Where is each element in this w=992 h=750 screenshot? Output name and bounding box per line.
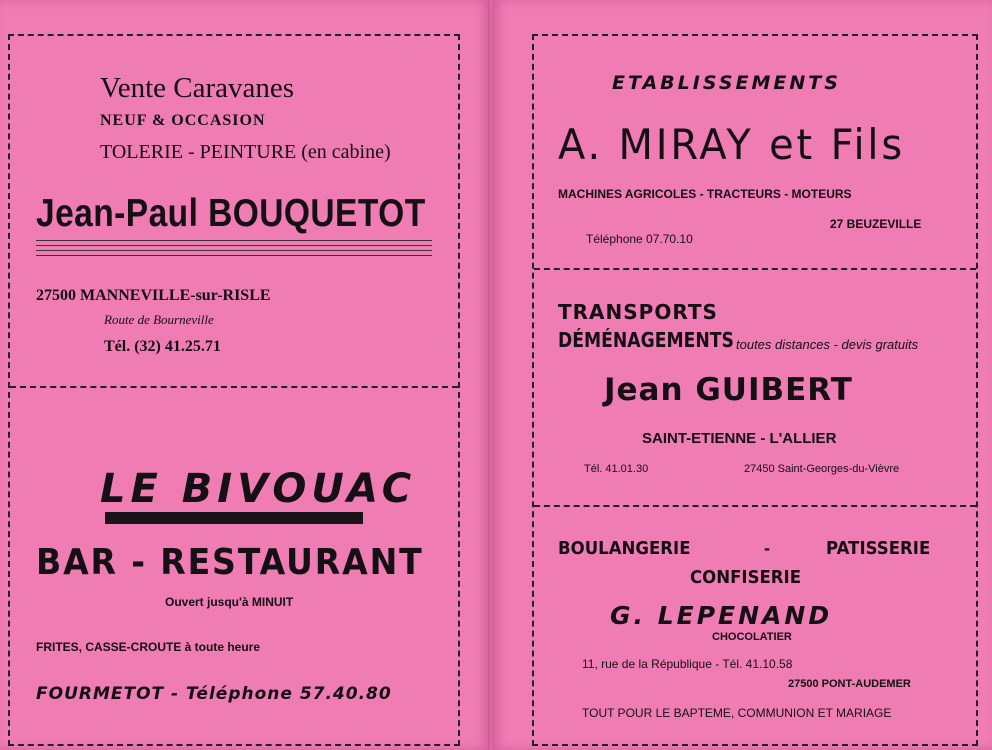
bivouac-subtitle: BAR - RESTAURANT [36,542,424,583]
name-underline-3 [36,250,432,251]
bivouac-offer: FRITES, CASSE-CROUTE à toute heure [36,640,261,654]
guibert-transports: TRANSPORTS [558,300,718,324]
lepenand-patisserie: PATISSERIE [826,538,931,559]
lepenand-address: 11, rue de la République - Tél. 41.10.58 [582,657,793,671]
guibert-phone: Tél. 41.01.30 [584,463,649,475]
lepenand-specialty: CHOCOLATIER [712,631,792,643]
bivouac-footer: FOURMETOT - Téléphone 57.40.80 [36,684,392,704]
guibert-note: toutes distances - devis gratuits [736,337,919,352]
guibert-address: 27450 Saint-Georges-du-Vièvre [744,463,900,475]
caravan-new-used: NEUF & OCCASION [100,112,266,129]
caravan-owner-name: Jean-Paul BOUQUETOT [36,192,426,235]
miray-location: 27 BEUZEVILLE [830,217,922,231]
left-page [0,0,490,750]
bivouac-underline-bar [105,512,363,524]
right-page [492,0,992,750]
miray-activities: MACHINES AGRICOLES - TRACTEURS - MOTEURS [558,187,852,201]
caravan-heading: Vente Caravanes [100,72,295,104]
right-ad-divider-1 [534,268,976,270]
lepenand-city: 27500 PONT-AUDEMER [788,678,911,690]
lepenand-name: G. LEPENAND [610,601,833,630]
name-underline-2 [36,245,432,246]
lepenand-confiserie: CONFISERIE [690,567,802,588]
name-underline-1 [36,240,432,241]
miray-phone: Téléphone 07.70.10 [586,232,693,246]
lepenand-boulangerie: BOULANGERIE [558,538,691,559]
lepenand-separator: - [764,538,770,558]
caravan-address-road: Route de Bourneville [104,312,214,327]
bivouac-name: LE BIVOUAC [100,466,417,512]
miray-name: A. MIRAY et Fils [558,120,906,169]
right-ad-divider-2 [534,505,976,507]
caravan-services: TOLERIE - PEINTURE (en cabine) [100,141,391,163]
guibert-name: Jean GUIBERT [604,372,853,408]
guibert-demenagements: DÉMÉNAGEMENTS [558,328,734,352]
lepenand-footer: TOUT POUR LE BAPTEME, COMMUNION ET MARIAGE [582,706,892,720]
name-underline-4 [36,255,432,256]
caravan-phone: Tél. (32) 41.25.71 [104,338,221,355]
miray-heading: ETABLISSEMENTS [612,72,841,94]
caravan-address-city: 27500 MANNEVILLE-sur-RISLE [36,287,271,304]
bivouac-hours: Ouvert jusqu'à MINUIT [165,595,294,609]
guibert-place: SAINT-ETIENNE - L'ALLIER [642,430,837,447]
left-ad-divider [10,386,458,388]
